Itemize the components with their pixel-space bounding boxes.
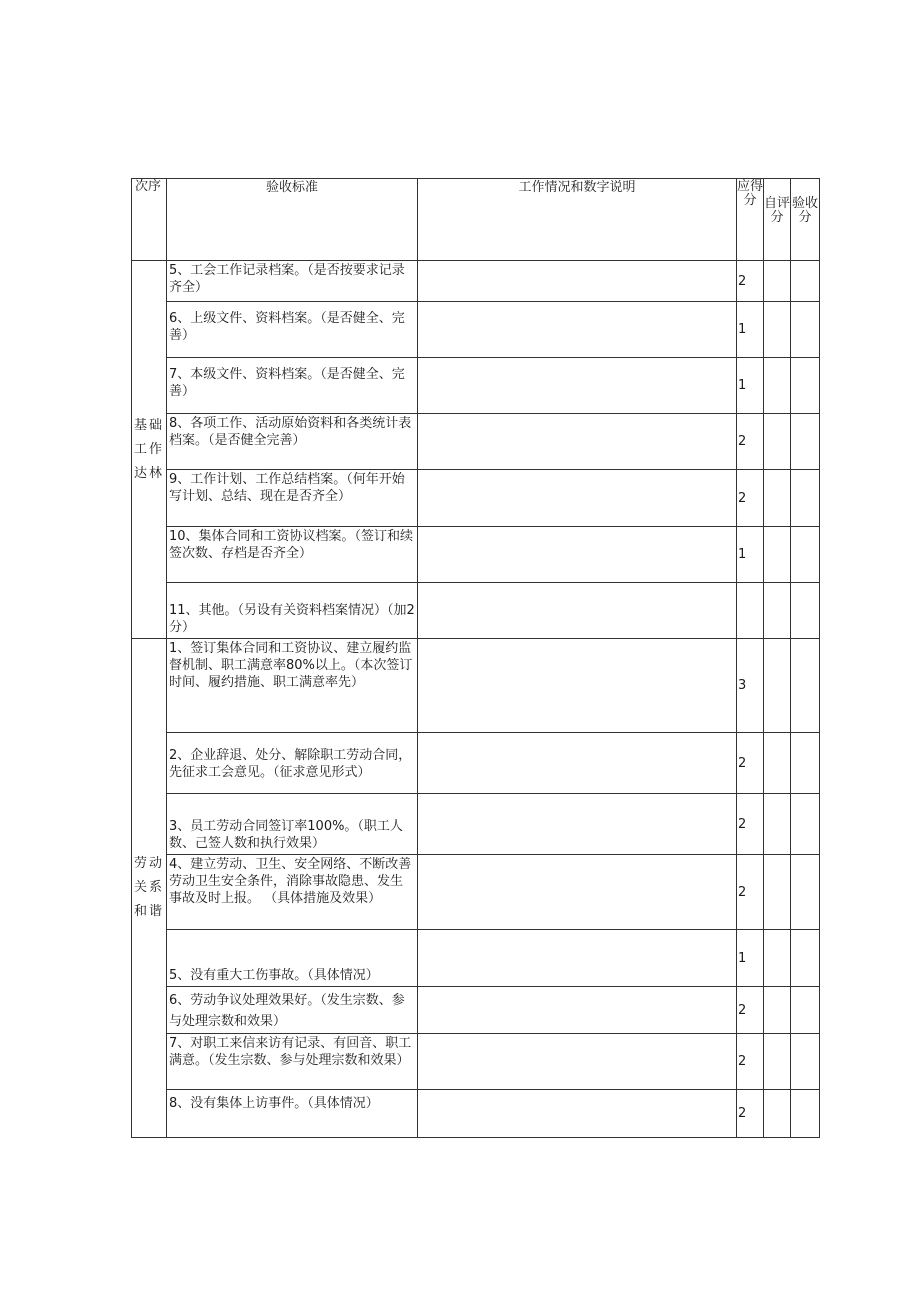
points-value: 2 [737,470,764,527]
self-score-input[interactable] [764,639,791,733]
self-score-input[interactable] [764,987,791,1034]
description-input[interactable] [418,358,737,414]
header-row [132,179,820,261]
criterion-text: 8、各项工作、活动原始资料和各类统计表档案。（是否健全完善） [167,414,418,470]
criterion-text: 2、企业辞退、处分、解除职工劳动合同，先征求工会意见。（征求意见形式） [167,733,418,794]
points-value: 2 [737,414,764,470]
category-cell: 劳动 关系 和谐 [132,639,167,1138]
description-input[interactable] [418,527,737,583]
points-value: 1 [737,358,764,414]
accept-score-input[interactable] [791,414,820,470]
description-input[interactable] [418,733,737,794]
criterion-text: 10、集体合同和工资协议档案。（签订和续签次数、存档是否齐全） [167,527,418,583]
description-input[interactable] [418,639,737,733]
criterion-text: 6、上级文件、资料档案。（是否健全、完善） [167,302,418,358]
self-score-input[interactable] [764,527,791,583]
table-row [132,302,820,358]
description-input[interactable] [418,302,737,358]
description-input[interactable] [418,1034,737,1090]
table-row [132,733,820,794]
table-row [132,358,820,414]
table-row [132,1034,820,1090]
description-input[interactable] [418,855,737,930]
table-row [132,527,820,583]
accept-score-input[interactable] [791,733,820,794]
acceptance-table [131,178,820,1138]
table-row [132,261,820,302]
criterion-text: 6、劳动争议处理效果好。（发生宗数、参与处理宗数和效果） [167,987,418,1034]
self-score-input[interactable] [764,1090,791,1138]
description-input[interactable] [418,470,737,527]
description-input[interactable] [418,794,737,855]
category-cell: 基础 工作 达林 [132,261,167,639]
accept-score-input[interactable] [791,1090,820,1138]
points-value: 1 [737,302,764,358]
criterion-text: 4、建立劳动、卫生、安全网络、不断改善劳动卫生安全条件，消除事故隐患、发生事故及时上报。 （具体措施及效果） [167,855,418,930]
criterion-text: 7、对职工来信来访有记录、有回音、职工满意。（发生宗数、参与处理宗数和效果） [167,1034,418,1090]
header-standard: 验收标准 [167,179,418,261]
accept-score-input[interactable] [791,855,820,930]
self-score-input[interactable] [764,733,791,794]
points-value: 2 [737,855,764,930]
points-value: 1 [737,930,764,987]
points-value: 2 [737,733,764,794]
accept-score-input[interactable] [791,583,820,639]
table-row [132,987,820,1034]
header-points: 应得分 [737,179,764,261]
points-value: 1 [737,527,764,583]
self-score-input[interactable] [764,583,791,639]
criterion-text: 11、其他。（另设有关资料档案情况）（加2分） [167,583,418,639]
self-score-input[interactable] [764,855,791,930]
criterion-text: 5、没有重大工伤事故。（具体情况） [167,930,418,987]
points-value: 2 [737,1090,764,1138]
criterion-text: 5、工会工作记录档案。（是否按要求记录齐全） [167,261,418,302]
table-row [132,414,820,470]
self-score-input[interactable] [764,470,791,527]
points-value: 3 [737,639,764,733]
header-seq: 次序 [132,179,167,261]
accept-score-input[interactable] [791,794,820,855]
description-input[interactable] [418,930,737,987]
header-self-score: 自评分 [764,179,791,261]
accept-score-input[interactable] [791,470,820,527]
points-value: 2 [737,987,764,1034]
accept-score-input[interactable] [791,527,820,583]
table-row [132,470,820,527]
accept-score-input[interactable] [791,261,820,302]
description-input[interactable] [418,987,737,1034]
table-row [132,794,820,855]
self-score-input[interactable] [764,930,791,987]
header-description: 工作情况和数字说明 [418,179,737,261]
criterion-text: 9、工作计划、工作总结档案。（何年开始写计划、总结、现在是否齐全） [167,470,418,527]
table-row [132,855,820,930]
table-row [132,639,820,733]
points-value [737,583,764,639]
description-input[interactable] [418,414,737,470]
table-row [132,1090,820,1138]
accept-score-input[interactable] [791,1034,820,1090]
self-score-input[interactable] [764,1034,791,1090]
self-score-input[interactable] [764,302,791,358]
accept-score-input[interactable] [791,987,820,1034]
header-accept-score: 验收分 [791,179,820,261]
accept-score-input[interactable] [791,930,820,987]
points-value: 2 [737,794,764,855]
self-score-input[interactable] [764,794,791,855]
self-score-input[interactable] [764,358,791,414]
points-value: 2 [737,261,764,302]
self-score-input[interactable] [764,261,791,302]
criterion-text: 1、签订集体合同和工资协议、建立履约监督机制、职工满意率80%以上。（本次签订时间、履约措施、职工满意率先） [167,639,418,733]
criterion-text: 3、员工劳动合同签订率100%。（职工人数、己签人数和执行效果） [167,794,418,855]
accept-score-input[interactable] [791,358,820,414]
criterion-text: 7、本级文件、资料档案。（是否健全、完善） [167,358,418,414]
table-row [132,930,820,987]
description-input[interactable] [418,1090,737,1138]
accept-score-input[interactable] [791,302,820,358]
description-input[interactable] [418,261,737,302]
accept-score-input[interactable] [791,639,820,733]
points-value: 2 [737,1034,764,1090]
self-score-input[interactable] [764,414,791,470]
description-input[interactable] [418,583,737,639]
table-row [132,583,820,639]
criterion-text: 8、没有集体上访事件。（具体情况） [167,1090,418,1138]
